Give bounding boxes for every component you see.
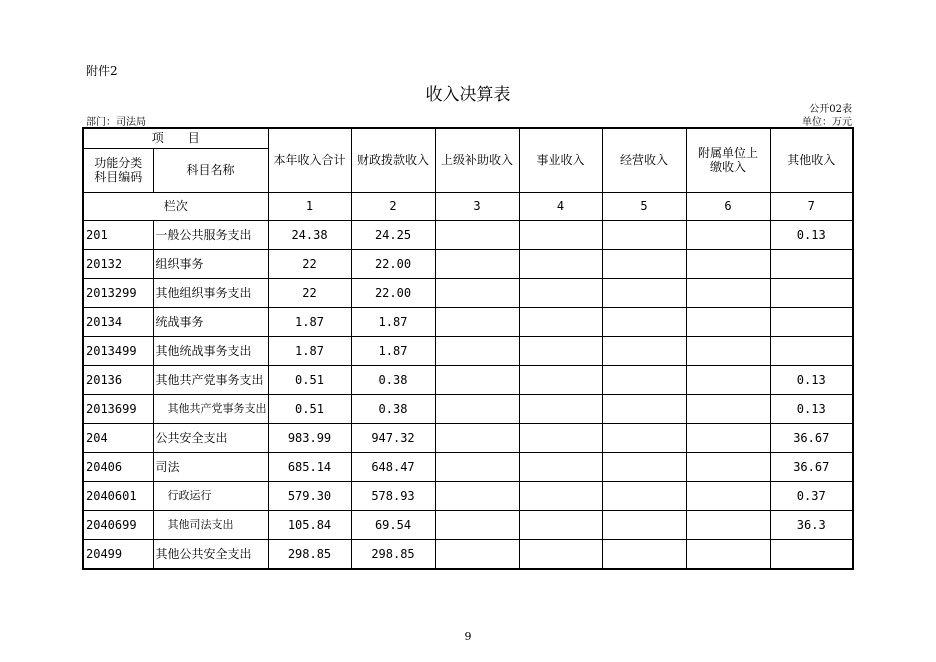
value-cell: 0.13 [770,365,853,394]
value-cell [602,481,686,510]
value-cell [686,365,770,394]
value-cell: 298.85 [351,539,435,569]
value-cell [686,510,770,539]
subject-name: 司法 [153,452,268,481]
value-cell: 0.37 [770,481,853,510]
table-row [83,249,853,278]
col-header-total: 本年收入合计 [268,128,351,192]
table-row [83,481,853,510]
item-group-header: 项 目 [83,128,268,148]
table-number: 公开02表 [809,104,852,115]
value-cell [519,539,602,569]
value-cell: 69.54 [351,510,435,539]
value-cell [602,220,686,249]
subject-code: 20132 [83,249,153,278]
table-row [83,510,853,539]
col-header-superior: 上级补助收入 [435,128,519,192]
index-cell: 7 [770,192,853,220]
table-row [83,394,853,423]
subject-name: 其他司法支出 [153,510,268,539]
value-cell [686,452,770,481]
value-cell [519,365,602,394]
department-label: 部门：司法局 [86,117,146,128]
col-header-business: 事业收入 [519,128,602,192]
value-cell [435,307,519,336]
value-cell: 22 [268,249,351,278]
table-row [83,423,853,452]
value-cell [686,220,770,249]
value-cell [602,510,686,539]
value-cell [686,249,770,278]
subject-code: 20136 [83,365,153,394]
value-cell: 22.00 [351,278,435,307]
subject-code: 2013299 [83,278,153,307]
value-cell [519,510,602,539]
value-cell: 36.3 [770,510,853,539]
index-cell: 4 [519,192,602,220]
subject-name: 其他组织事务支出 [153,278,268,307]
subject-name: 行政运行 [153,481,268,510]
value-cell [519,307,602,336]
subject-name: 统战事务 [153,307,268,336]
value-cell [519,278,602,307]
value-cell [602,365,686,394]
value-cell [435,336,519,365]
value-cell [435,278,519,307]
value-cell: 0.38 [351,394,435,423]
value-cell [686,394,770,423]
subject-name: 其他共产党事务支出 [153,394,268,423]
index-cell: 6 [686,192,770,220]
value-cell [435,423,519,452]
subject-code: 20134 [83,307,153,336]
value-cell: 22.00 [351,249,435,278]
value-cell [435,510,519,539]
index-cell: 1 [268,192,351,220]
value-cell [435,481,519,510]
subject-name: 公共安全支出 [153,423,268,452]
index-cell: 3 [435,192,519,220]
table-row [83,220,853,249]
subject-code: 2013499 [83,336,153,365]
subject-name: 一般公共服务支出 [153,220,268,249]
value-cell: 1.87 [268,307,351,336]
value-cell [602,452,686,481]
subject-code: 2013699 [83,394,153,423]
value-cell: 36.67 [770,452,853,481]
page-title: 收入决算表 [425,85,511,105]
value-cell [435,220,519,249]
value-cell: 947.32 [351,423,435,452]
subject-code: 204 [83,423,153,452]
value-cell [519,452,602,481]
value-cell [602,336,686,365]
attachment-label: 附件2 [86,64,118,78]
value-cell: 0.13 [770,220,853,249]
unit-label: 单位：万元 [802,117,852,128]
value-cell [435,249,519,278]
value-cell [519,249,602,278]
value-cell: 105.84 [268,510,351,539]
subject-code: 2040699 [83,510,153,539]
value-cell: 1.87 [351,307,435,336]
value-cell [602,423,686,452]
value-cell: 1.87 [268,336,351,365]
name-header: 科目名称 [153,148,268,192]
value-cell: 0.51 [268,394,351,423]
table-row [83,278,853,307]
value-cell [770,336,853,365]
value-cell [602,249,686,278]
value-cell: 24.38 [268,220,351,249]
table-row [83,307,853,336]
index-cell: 5 [602,192,686,220]
col-header-affiliated: 附属单位上缴收入 [686,128,770,192]
value-cell: 36.67 [770,423,853,452]
subject-code: 2040601 [83,481,153,510]
col-header-fiscal: 财政拨款收入 [351,128,435,192]
income-table [82,127,854,570]
value-cell [686,336,770,365]
value-cell [770,249,853,278]
table-row [83,336,853,365]
subject-code: 201 [83,220,153,249]
value-cell: 24.25 [351,220,435,249]
value-cell: 578.93 [351,481,435,510]
value-cell [770,307,853,336]
subject-name: 组织事务 [153,249,268,278]
value-cell [435,394,519,423]
table-row [83,539,853,569]
subject-name: 其他共产党事务支出 [153,365,268,394]
value-cell [435,539,519,569]
index-label: 栏次 [83,192,268,220]
value-cell: 22 [268,278,351,307]
value-cell [519,220,602,249]
value-cell [602,539,686,569]
value-cell [602,278,686,307]
value-cell [686,278,770,307]
value-cell [519,481,602,510]
value-cell: 1.87 [351,336,435,365]
value-cell: 983.99 [268,423,351,452]
value-cell [770,539,853,569]
value-cell [519,423,602,452]
value-cell: 648.47 [351,452,435,481]
value-cell [686,481,770,510]
index-cell: 2 [351,192,435,220]
page-number: 9 [464,630,472,643]
value-cell: 0.13 [770,394,853,423]
subject-name: 其他公共安全支出 [153,539,268,569]
code-header: 功能分类科目编码 [83,148,153,192]
col-header-other: 其他收入 [770,128,853,192]
value-cell: 685.14 [268,452,351,481]
value-cell [519,394,602,423]
value-cell: 579.30 [268,481,351,510]
value-cell [602,394,686,423]
table-row [83,365,853,394]
subject-code: 20499 [83,539,153,569]
subject-name: 其他统战事务支出 [153,336,268,365]
value-cell [770,278,853,307]
table-row [83,452,853,481]
subject-code: 20406 [83,452,153,481]
value-cell [686,307,770,336]
value-cell [435,365,519,394]
value-cell [686,539,770,569]
value-cell: 0.38 [351,365,435,394]
value-cell: 298.85 [268,539,351,569]
value-cell [686,423,770,452]
value-cell [602,307,686,336]
col-header-operation: 经营收入 [602,128,686,192]
value-cell: 0.51 [268,365,351,394]
value-cell [435,452,519,481]
value-cell [519,336,602,365]
